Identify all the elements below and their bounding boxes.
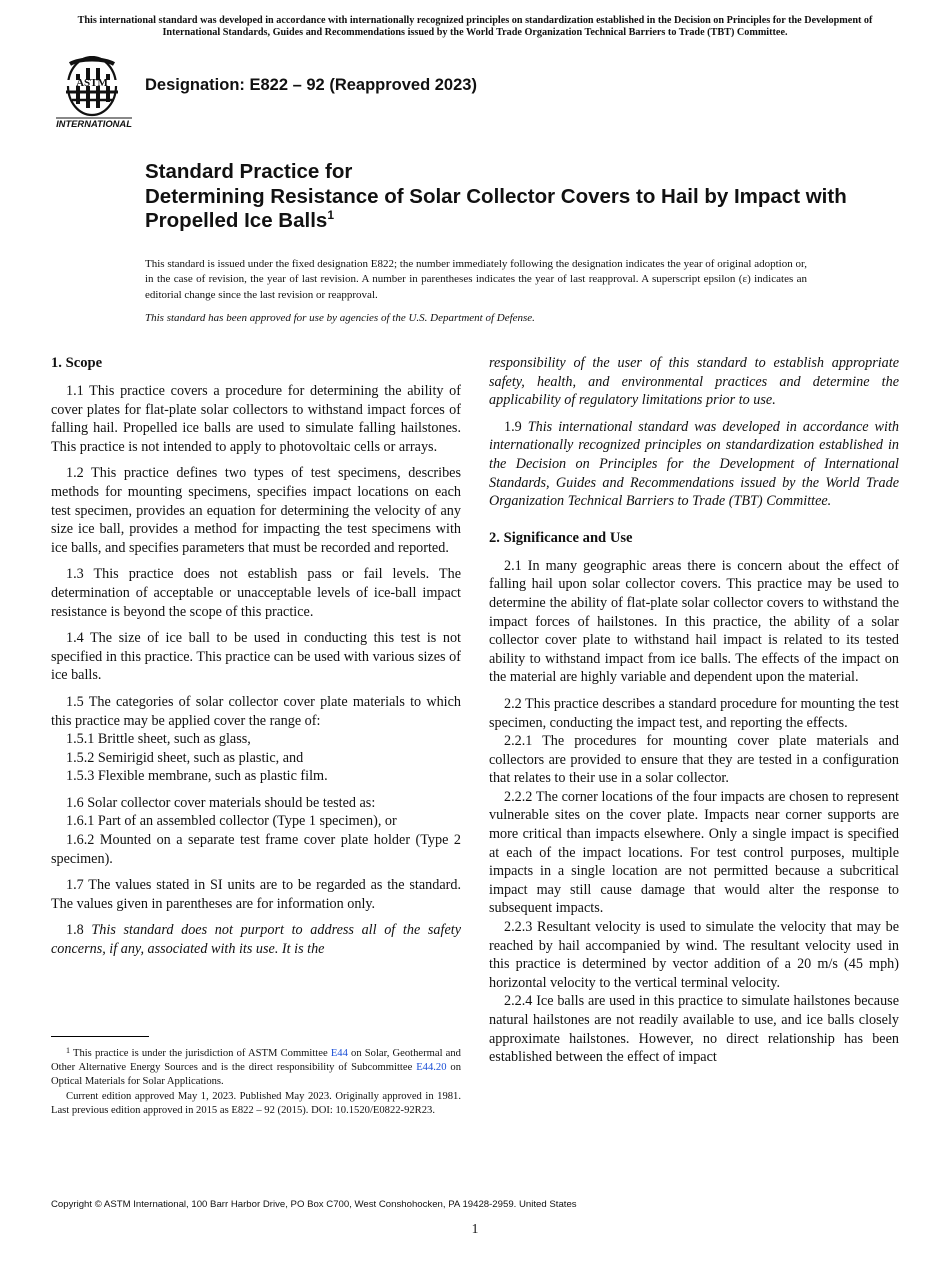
right-column xyxy=(489,354,899,1067)
para-1-5: 1.5 The categories of solar collector cover plate materials to which this practice may be applied cover the range of: xyxy=(51,693,461,729)
para-1-1: 1.1 This practice covers a procedure for determining the ability of cover plates for flat-plate solar collectors to withstand impact forces of falling hail. Propelled ice balls are used to simulate falling hailstones. This practice is not intended to apply to photovoltaic cells or arrays. xyxy=(51,383,461,455)
dod-statement: This standard has been approved for use by agencies of the U.S. Department of Defense. xyxy=(145,312,535,324)
para-1-4: 1.4 The size of ice ball to be used in conducting this test is not specified in this practice. This practice can be used with various sizes of ice balls. xyxy=(51,630,461,684)
para-2-2: 2.2 This practice describes a standard procedure for mounting the test specimen, conducting the impact test, and reporting the effects. xyxy=(489,695,899,731)
para-2-2-2: 2.2.2 The corner locations of the four impacts are chosen to represent vulnerable sites on the cover plate. Impacts near corner supports are more critical than impacts elsewhere. Only a single impact is specified at each of the impact locations. For test control purposes, multiple impacts in a single location are not permitted because a subcritical impact may still cause damage that would alter the response to subsequent impacts. xyxy=(489,788,899,917)
astm-logo-icon xyxy=(52,56,136,132)
tbt-notice: This international standard was developed in accordance with internationally recognized principles on standardization established in the Decision on Principles for the Development of International Standards, Guides and Recommendations issued by the World Trade Organization Technical Barriers to Trade (TBT) Committee. xyxy=(77,15,873,38)
para-1-5-2: 1.5.2 Semirigid sheet, such as plastic, and xyxy=(66,749,304,766)
subcommittee-e44-20-link[interactable]: E44.20 xyxy=(416,1062,447,1074)
para-1-7: 1.7 The values stated in SI units are to be regarded as the standard. The values given in parentheses are for information only. xyxy=(51,877,461,912)
para-1-6-1: 1.6.1 Part of an assembled collector (Type 1 specimen), or xyxy=(66,813,397,830)
astm-logo-wordmark: INTERNATIONAL xyxy=(56,118,132,129)
para-1-6: 1.6 Solar collector cover materials should be tested as: xyxy=(66,794,376,811)
para-2-2-4: 2.2.4 Ice balls are used in this practice to simulate hailstones because natural hailstones are not readily available to use, and ice balls closely approximate hailstones. However, no direct relationship has been established between the effect of impact xyxy=(489,993,899,1066)
para-1-8-continued: responsibility of the user of this standard to establish appropriate safety, health, and environmental practices and determine the applicability of regulatory limitations prior to use. xyxy=(489,355,899,409)
para-1-8-number: 1.8 xyxy=(66,922,84,939)
para-1-8 xyxy=(51,921,461,958)
para-2-2-1: 2.2.1 The procedures for mounting cover plate materials and collectors are provided to ensure that they are tested in a configuration that relates to their use in a solar collector. xyxy=(489,733,899,787)
para-1-9 xyxy=(489,418,899,511)
section-2-heading: 2. Significance and Use xyxy=(489,529,633,546)
title-main: Determining Resistance of Solar Collector Covers to Hail by Impact with Propelled Ice Balls xyxy=(145,184,847,232)
designation: Designation: E822 – 92 (Reapproved 2023) xyxy=(145,76,477,94)
footnote-edition: Current edition approved May 1, 2023. Published May 2023. Originally approved in 1981. Last previous edition approved in 2015 as E822 – 92 (2015). DOI: 10.1520/E0822-92R23. xyxy=(51,1090,461,1116)
left-column xyxy=(51,354,461,967)
footnote-text-a: This practice is under the jurisdiction of ASTM Committee xyxy=(72,1048,328,1059)
para-2-1: 2.1 In many geographic areas there is concern about the effect of falling hail upon solar collector covers. This practice may be used to determine the ability of flat-plate solar collector covers to withstand the impact forces of hailstones. In this practice, the ability of a solar collector cover plate to withstand hail impact is related to its tested ability to withstand impact from ice balls. The effects of the impact on the material are highly variable and dependent upon the material. xyxy=(489,557,899,686)
para-1-9-text: This international standard was developed in accordance with internationally recognized principles on standardization established in the Decision on Principles for the Development of International Standards, Guides and Recommendations issued by the World Trade Organization Technical Barriers to Trade (TBT) Committee. xyxy=(489,418,899,510)
issue-statement: This standard is issued under the fixed designation E822; the number immediately following the designation indicates the year of original adoption or, in the case of revision, the year of last revision. A number in parentheses indicates the year of last reapproval. A superscript epsilon (ε) indicates an editorial change since the last revision or reapproval. xyxy=(145,258,807,301)
committee-e44-link[interactable]: E44 xyxy=(330,1048,348,1059)
section-1-heading: 1. Scope xyxy=(51,355,103,371)
astm-logo xyxy=(52,56,136,132)
title-line-1: Standard Practice for xyxy=(145,160,353,183)
footnote-text-b: on Solar, Geothermal and Other Alternative Energy Sources and is the direct responsibility of Subcommittee xyxy=(51,1048,461,1074)
section-gap xyxy=(489,519,899,529)
para-1-5-1: 1.5.1 Brittle sheet, such as glass, xyxy=(66,731,251,748)
para-2-2-3: 2.2.3 Resultant velocity is used to simulate the velocity that may be reached by hail accompanied by wind. The resultant velocity used in this practice is determined by vector addition of a 20 m/s (45 mph) horizontal velocity to the vertical terminal velocity. xyxy=(489,919,899,991)
footnote-mark: 1 xyxy=(66,1046,70,1055)
footnote-text-c: on Optical Materials for Solar Applications. xyxy=(51,1062,461,1088)
para-1-5-3: 1.5.3 Flexible membrane, such as plastic film. xyxy=(66,768,328,785)
astm-logo-letters: ASTM xyxy=(76,77,108,89)
para-1-9-number: 1.9 xyxy=(504,418,522,435)
para-1-3: 1.3 This practice does not establish pass or fail levels. The determination of acceptable or unacceptable levels of ice-ball impact resistance is beyond the scope of this practice. xyxy=(51,566,461,620)
document-title xyxy=(145,160,865,234)
footnote xyxy=(51,1047,461,1118)
title-footnote-mark: 1 xyxy=(327,208,334,222)
title-line-2 xyxy=(145,185,865,234)
footnote-divider xyxy=(51,1036,149,1037)
page-number: 1 xyxy=(471,1221,479,1236)
para-1-2: 1.2 This practice defines two types of test specimens, describes methods for mounting specimens, specifies impact locations on each test specimen, provides an equation for determining the velocity of any size ice ball, provides a method for impacting the test specimens with ice balls, and specifies parameters that must be recorded and reported. xyxy=(51,465,461,556)
footnote-jurisdiction xyxy=(51,1047,461,1090)
para-1-6-2: 1.6.2 Mounted on a separate test frame cover plate holder (Type 2 specimen). xyxy=(51,832,461,867)
copyright: Copyright © ASTM International, 100 Barr Harbor Drive, PO Box C700, West Conshohocken, PA 19428-2959. United States xyxy=(51,1199,577,1210)
para-1-8-text: This standard does not purport to address all of the safety concerns, if any, associated with its use. It is the xyxy=(51,922,461,958)
